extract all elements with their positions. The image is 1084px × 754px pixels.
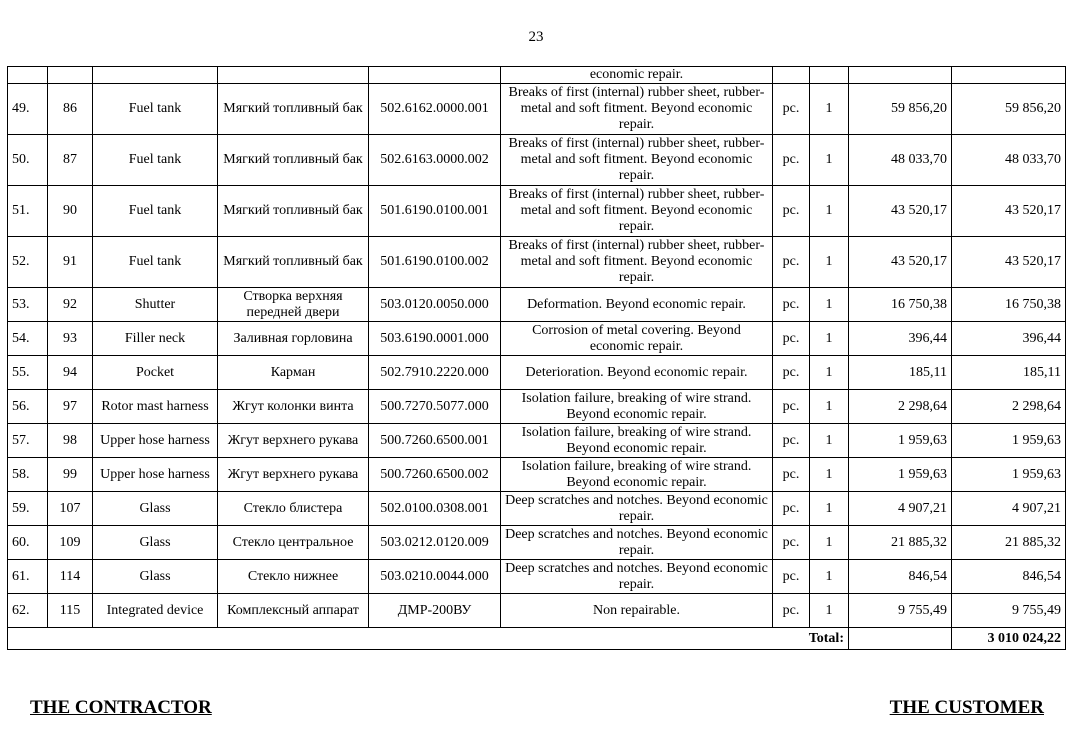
cell-pos: 94 [48,356,93,390]
cell-amount: 4 907,21 [952,492,1066,526]
table-row [8,526,1066,560]
cell-name-ru: Мягкий топливный бак [218,186,369,237]
cell-unit [773,67,810,84]
table-body [8,67,1066,650]
cell-qty: 1 [810,288,849,322]
cell-no: 59. [8,492,48,526]
cell-part-no: 500.7270.5077.000 [369,390,501,424]
cell-amount: 1 959,63 [952,458,1066,492]
cell-qty: 1 [810,84,849,135]
cell-name-en: Filler neck [93,322,218,356]
cell-part-no: 501.6190.0100.002 [369,237,501,288]
cell-name-ru: Заливная горловина [218,322,369,356]
cell-price: 21 885,32 [849,526,952,560]
cell-no: 52. [8,237,48,288]
cell-no: 55. [8,356,48,390]
defects-table [7,66,1066,650]
cell-no: 60. [8,526,48,560]
cell-name-ru: Комплексный аппарат [218,594,369,628]
cell-part-no: 503.0120.0050.000 [369,288,501,322]
cell-no: 56. [8,390,48,424]
cell-name-ru: Мягкий топливный бак [218,84,369,135]
cell-unit: pc. [773,458,810,492]
cell-defect: Isolation failure, breaking of wire strand. Beyond economic repair. [501,390,773,424]
cell-defect: Breaks of first (internal) rubber sheet, rubber-metal and soft fitment. Beyond economic repair. [501,135,773,186]
cell-defect: Corrosion of metal covering. Beyond economic repair. [501,322,773,356]
cell-qty: 1 [810,594,849,628]
cell-defect: Isolation failure, breaking of wire strand. Beyond economic repair. [501,458,773,492]
cell-pos: 92 [48,288,93,322]
cell-qty: 1 [810,186,849,237]
cell-part-no: 500.7260.6500.002 [369,458,501,492]
cell-price: 1 959,63 [849,458,952,492]
cell-qty: 1 [810,492,849,526]
cell-price: 16 750,38 [849,288,952,322]
cell-defect: Deterioration. Beyond economic repair. [501,356,773,390]
cell-defect: Deep scratches and notches. Beyond economic repair. [501,492,773,526]
cell-qty [810,67,849,84]
cell-price: 846,54 [849,560,952,594]
cell-unit: pc. [773,390,810,424]
table-row [8,424,1066,458]
cell-unit: pc. [773,356,810,390]
cell-name-en: Integrated device [93,594,218,628]
cell-part-no: 503.0212.0120.009 [369,526,501,560]
total-price-cell [849,628,952,650]
cell-pos: 107 [48,492,93,526]
cell-name-ru [218,67,369,84]
table-row-continuation [8,67,1066,84]
cell-pos: 98 [48,424,93,458]
cell-name-en: Glass [93,560,218,594]
cell-amount: 43 520,17 [952,186,1066,237]
cell-name-en: Glass [93,492,218,526]
total-row [8,628,1066,650]
cell-amount: 396,44 [952,322,1066,356]
cell-no: 58. [8,458,48,492]
total-value: 3 010 024,22 [952,628,1066,650]
cell-defect: Deep scratches and notches. Beyond economic repair. [501,560,773,594]
cell-unit: pc. [773,560,810,594]
cell-pos: 93 [48,322,93,356]
cell-qty: 1 [810,322,849,356]
cell-name-en: Upper hose harness [93,458,218,492]
cell-part-no: 503.0210.0044.000 [369,560,501,594]
cell-no: 62. [8,594,48,628]
table-row [8,356,1066,390]
cell-name-en: Pocket [93,356,218,390]
cell-name-en: Shutter [93,288,218,322]
cell-pos: 114 [48,560,93,594]
cell-price: 59 856,20 [849,84,952,135]
cell-qty: 1 [810,458,849,492]
cell-pos: 87 [48,135,93,186]
cell-amount: 9 755,49 [952,594,1066,628]
table-row [8,458,1066,492]
cell-name-ru: Жгут верхнего рукава [218,458,369,492]
cell-pos: 99 [48,458,93,492]
cell-name-en: Fuel tank [93,237,218,288]
cell-defect: Isolation failure, breaking of wire strand. Beyond economic repair. [501,424,773,458]
cell-price: 2 298,64 [849,390,952,424]
cell-defect: economic repair. [501,67,773,84]
cell-price: 9 755,49 [849,594,952,628]
cell-amount: 43 520,17 [952,237,1066,288]
cell-qty: 1 [810,237,849,288]
cell-part-no: 501.6190.0100.001 [369,186,501,237]
cell-amount: 16 750,38 [952,288,1066,322]
cell-name-en: Glass [93,526,218,560]
cell-amount: 59 856,20 [952,84,1066,135]
table-row [8,288,1066,322]
table-row [8,135,1066,186]
table-row [8,390,1066,424]
cell-part-no [369,67,501,84]
cell-name-ru: Стекло блистера [218,492,369,526]
cell-qty: 1 [810,356,849,390]
cell-no: 49. [8,84,48,135]
cell-unit: pc. [773,84,810,135]
cell-name-ru: Стекло нижнее [218,560,369,594]
cell-amount: 1 959,63 [952,424,1066,458]
cell-part-no: 500.7260.6500.001 [369,424,501,458]
cell-part-no: 502.7910.2220.000 [369,356,501,390]
cell-qty: 1 [810,135,849,186]
table-row [8,594,1066,628]
cell-no: 54. [8,322,48,356]
cell-pos: 109 [48,526,93,560]
cell-name-ru: Стекло центральное [218,526,369,560]
cell-price: 185,11 [849,356,952,390]
cell-name-ru: Карман [218,356,369,390]
cell-no: 57. [8,424,48,458]
page-number: 23 [528,29,544,45]
table-row [8,186,1066,237]
cell-amount: 48 033,70 [952,135,1066,186]
cell-defect: Deep scratches and notches. Beyond economic repair. [501,526,773,560]
table-row [8,84,1066,135]
cell-qty: 1 [810,390,849,424]
cell-name-ru: Створка верхняя передней двери [218,288,369,322]
cell-defect: Breaks of first (internal) rubber sheet, rubber-metal and soft fitment. Beyond economic repair. [501,186,773,237]
table-row [8,322,1066,356]
cell-pos: 91 [48,237,93,288]
cell-name-ru: Жгут верхнего рукава [218,424,369,458]
cell-no: 50. [8,135,48,186]
cell-pos: 115 [48,594,93,628]
cell-price: 4 907,21 [849,492,952,526]
cell-unit: pc. [773,594,810,628]
cell-pos: 97 [48,390,93,424]
customer-signature-label: THE CUSTOMER [889,697,1044,718]
total-label: Total: [8,628,849,650]
cell-qty: 1 [810,526,849,560]
cell-defect: Deformation. Beyond economic repair. [501,288,773,322]
cell-price: 43 520,17 [849,186,952,237]
cell-price: 1 959,63 [849,424,952,458]
cell-part-no: 503.6190.0001.000 [369,322,501,356]
cell-name-en: Rotor mast harness [93,390,218,424]
cell-no: 53. [8,288,48,322]
cell-amount: 21 885,32 [952,526,1066,560]
cell-name-en: Upper hose harness [93,424,218,458]
cell-defect: Breaks of first (internal) rubber sheet, rubber-metal and soft fitment. Beyond economic repair. [501,84,773,135]
cell-unit: pc. [773,237,810,288]
contractor-signature-label: THE CONTRACTOR [30,697,212,718]
cell-unit: pc. [773,135,810,186]
cell-pos: 90 [48,186,93,237]
cell-name-en: Fuel tank [93,84,218,135]
cell-pos: 86 [48,84,93,135]
cell-defect: Breaks of first (internal) rubber sheet, rubber-metal and soft fitment. Beyond economic repair. [501,237,773,288]
cell-part-no: 502.6163.0000.002 [369,135,501,186]
cell-unit: pc. [773,492,810,526]
cell-defect: Non repairable. [501,594,773,628]
table-row [8,237,1066,288]
cell-name-ru: Мягкий топливный бак [218,237,369,288]
cell-qty: 1 [810,560,849,594]
cell-no [8,67,48,84]
cell-no: 51. [8,186,48,237]
cell-unit: pc. [773,288,810,322]
cell-unit: pc. [773,186,810,237]
cell-name-ru: Жгут колонки винта [218,390,369,424]
cell-amount [952,67,1066,84]
cell-pos [48,67,93,84]
cell-amount: 846,54 [952,560,1066,594]
cell-unit: pc. [773,322,810,356]
cell-name-en: Fuel tank [93,135,218,186]
table-row [8,560,1066,594]
cell-name-en: Fuel tank [93,186,218,237]
cell-price: 43 520,17 [849,237,952,288]
cell-price: 48 033,70 [849,135,952,186]
cell-name-en [93,67,218,84]
table-row [8,492,1066,526]
cell-part-no: ДМР-200ВУ [369,594,501,628]
cell-unit: pc. [773,526,810,560]
cell-unit: pc. [773,424,810,458]
cell-qty: 1 [810,424,849,458]
cell-amount: 2 298,64 [952,390,1066,424]
cell-price: 396,44 [849,322,952,356]
cell-part-no: 502.6162.0000.001 [369,84,501,135]
cell-price [849,67,952,84]
cell-part-no: 502.0100.0308.001 [369,492,501,526]
cell-no: 61. [8,560,48,594]
cell-amount: 185,11 [952,356,1066,390]
cell-name-ru: Мягкий топливный бак [218,135,369,186]
